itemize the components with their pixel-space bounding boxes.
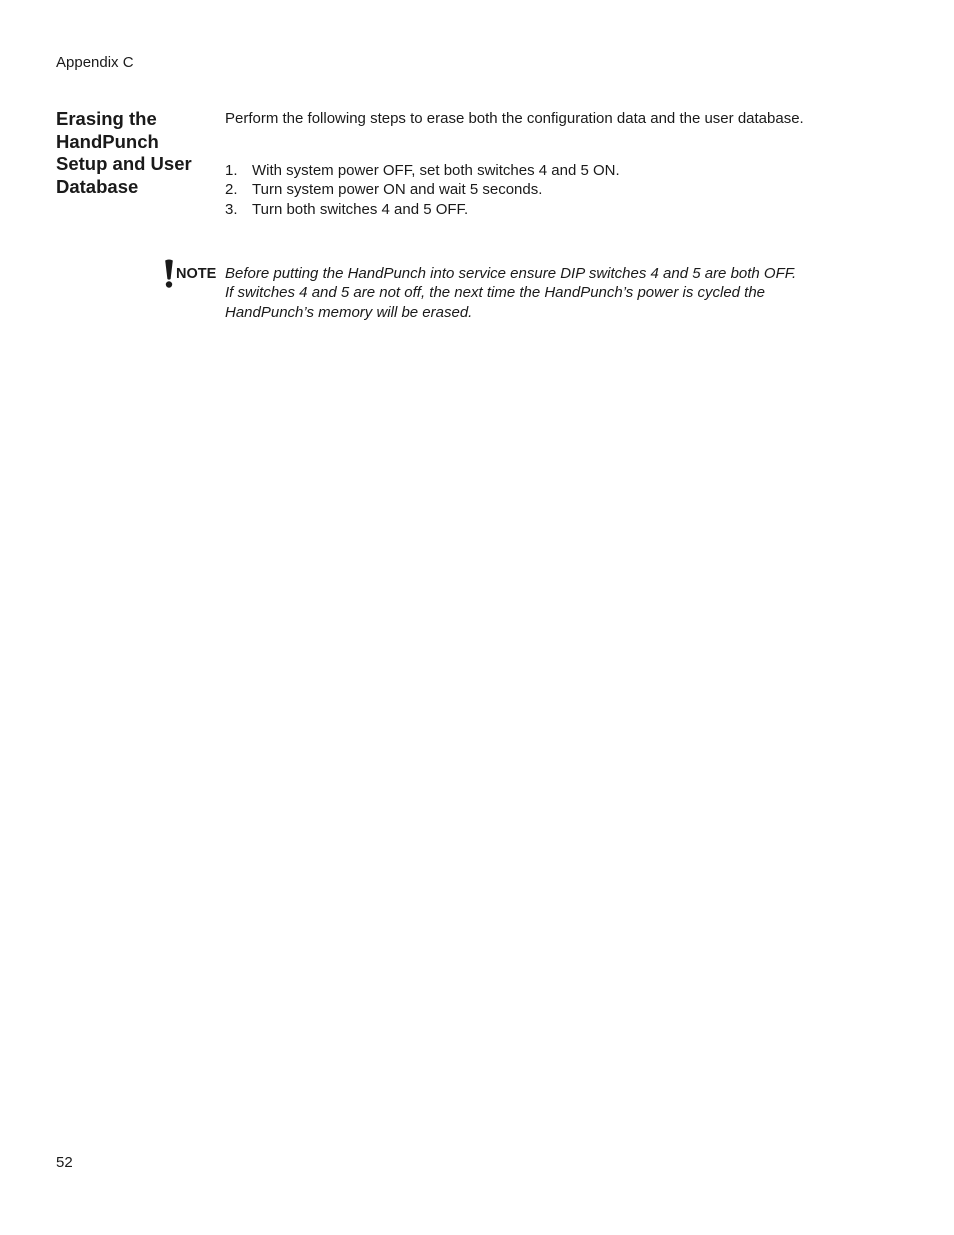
running-header: Appendix C bbox=[56, 54, 134, 71]
section-heading bbox=[56, 108, 216, 199]
section-heading-line: Setup and User bbox=[56, 153, 192, 175]
exclamation-icon bbox=[163, 259, 175, 289]
step-number: 3. bbox=[225, 200, 238, 218]
step-number: 1. bbox=[225, 162, 238, 179]
note-label: NOTE bbox=[176, 266, 217, 282]
list-item bbox=[225, 200, 620, 219]
list-item bbox=[225, 161, 620, 180]
list-item bbox=[225, 180, 620, 199]
step-number: 2. bbox=[225, 181, 238, 199]
steps-list bbox=[225, 161, 620, 219]
note-line: If switches 4 and 5 are not off, the next time the HandPunch’s power is cycled the bbox=[225, 284, 766, 302]
section-heading-line: HandPunch bbox=[56, 130, 159, 152]
note-line: Before putting the HandPunch into service ensure DIP switches 4 and 5 are both OFF. bbox=[225, 265, 797, 282]
step-text: With system power OFF, set both switches 4 and 5 ON. bbox=[252, 162, 620, 179]
note-line: HandPunch’s memory will be erased. bbox=[225, 303, 473, 321]
step-text: Turn system power ON and wait 5 seconds. bbox=[252, 181, 543, 199]
step-text: Turn both switches 4 and 5 OFF. bbox=[252, 200, 469, 218]
intro-paragraph: Perform the following steps to erase both the configuration data and the user database. bbox=[225, 110, 804, 127]
note-text bbox=[225, 264, 845, 322]
section-heading-line: Erasing the bbox=[56, 108, 157, 129]
section-heading-line: Database bbox=[56, 176, 139, 198]
page-number: 52 bbox=[56, 1154, 73, 1171]
